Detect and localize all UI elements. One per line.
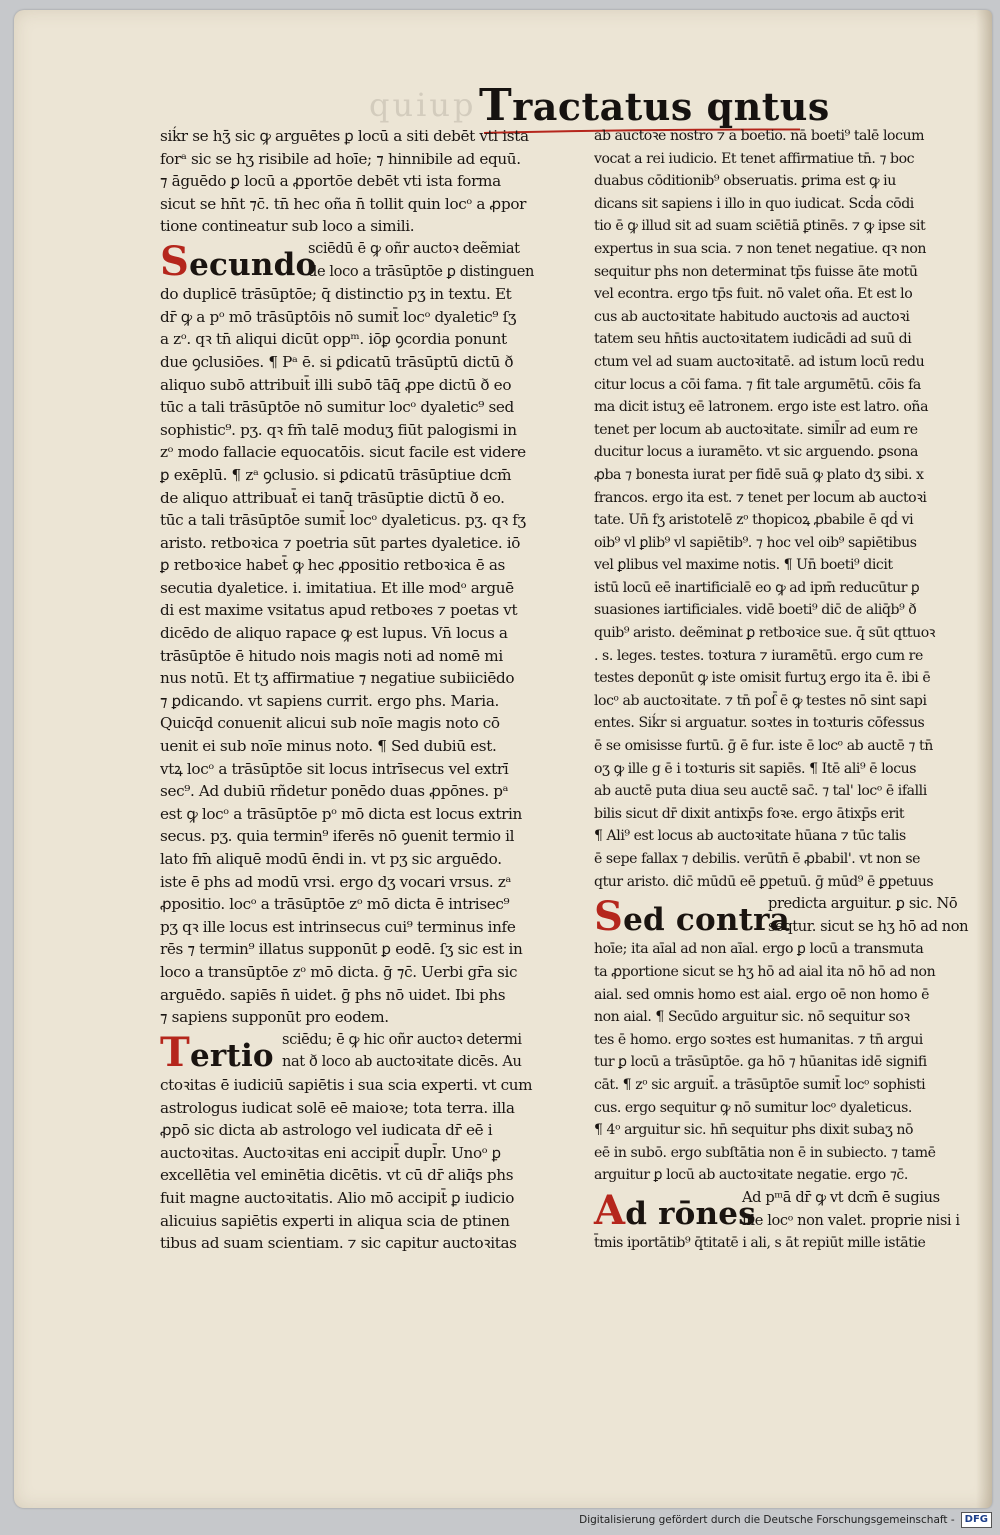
text-line: non aial. ¶ Secūdo arguitur sic. nō sequitur soꝛ [594, 1009, 910, 1026]
text-line: rēs ⁊ termin⁹ illatus supponūt ꝑ eodē. ſʒ sic est in [160, 940, 523, 959]
text-line: francos. ergo ita est. ⁊ tenet per locum ab auctoꝛi [594, 489, 927, 506]
text-line: cus. ergo sequitur ꝙ nō sumitur locᵒ dyaleticus. [594, 1099, 912, 1116]
text-line: secutia dyaletice. i. imitatiua. Et ille modᵒ arguē [160, 578, 514, 597]
text-line: tur ꝑ locū a trāsūptōe. ga hō ⁊ hūanitas idē signifi [594, 1054, 927, 1071]
rubric-heading [160, 238, 574, 283]
text-line: bilis sicut dr̄ dixit antixp̄s foꝛe. ergo ātixp̄s erit [594, 805, 905, 822]
text-line: ab auctē puta diua seu auctē sac̄. ⁊ tal' locᵒ ē ifalli [594, 783, 927, 800]
rubric-heading [594, 893, 969, 941]
text-line: ab auctoꝛe nostro ⁊ a boetio. nā boeti⁹ talē locum [594, 128, 925, 144]
footer-credit [579, 1511, 992, 1529]
text-line: lato fm̄ aliquē modū ēndi in. vt pʒ sic arguēdo. [160, 850, 502, 868]
text-line: tibus ad suam scientiam. ⁊ sic capitur auctoꝛitas [160, 1234, 517, 1253]
text-line: aliquo subō attribuit̄ illi subō tāq̄ ꝓpe dictū ð eo [160, 375, 512, 394]
heading-line: sciēdu; ē ꝙ hic oñr auctoꝛ determi [282, 1030, 522, 1048]
text-line: ⁊ sapiens supponūt pro eodem. [160, 1008, 389, 1027]
text-line: ꝑ retboꝛice habet̄ ꝙ hec ꝓpositio retboꝛica ē as [160, 556, 505, 575]
text-line: ē sepe fallax ⁊ debilis. verūtn̄ ē ꝓbabil'. vt non se [594, 851, 921, 867]
text-line: pʒ qꝛ ille locus est intrinsecus cui⁹ terminus infe [160, 917, 516, 936]
text-line: ducitur locus a iuramēto. vt sic arguendo. ꝑsona [594, 444, 918, 461]
text-line: t̄mis iportātib⁹ q̄titatē i ali, s āt repiūt mille istātie [594, 1235, 926, 1252]
rubric-heading [594, 1187, 966, 1232]
heading-line: nat ð loco ab auctoꝛitate dicēs. Au [282, 1053, 522, 1071]
text-line: aristo. retboꝛica ⁊ poetria sūt partes dyaletice. iō [160, 533, 521, 552]
text-line: excellētia vel eminētia dicētis. vt cū dr̄ aliq̄s phs [160, 1166, 514, 1185]
text-line: hoīe; ita aīal ad non aīal. ergo ꝑ locū a transmuta [594, 941, 924, 958]
dfg-logo: DFG [961, 1512, 992, 1528]
text-line: arguitur ꝑ locū ab auctoꝛitate negatie. ergo ⁊c̄. [594, 1167, 908, 1184]
text-line: aial. sed omnis homo est aial. ergo oē non homo ē [594, 986, 930, 1003]
text-line: de aliquo attribuat̄ ei tanq̄ trāsūptie dictū ð eo. [160, 488, 505, 507]
text-line: sec⁹. Ad dubiū rñdetur ponēdo duas ꝓpōnes. pᵃ [160, 782, 509, 801]
text-line: vocat a rei iudicio. Et tenet affirmatiue tn̄. ⁊ boc [594, 150, 915, 167]
text-line: due ꝯclusiōes. ¶ Pᵃ ē. si ꝑdicatū trāsūptū dictū ð [160, 352, 514, 371]
text-line: oib⁹ vl ꝑlib⁹ vl sapiētib⁹. ⁊ hoc vel oib⁹ sapiētibus [594, 534, 917, 551]
text-line: tūc a tali trāsūptōe sumit̄ locᵒ dyaleticus. pʒ. qꝛ fʒ [160, 511, 526, 530]
text-line: zᵒ modo fallacie equocatōis. sicut facile est videre [160, 443, 526, 462]
running-header: Tractatus qntus [479, 80, 830, 131]
text-line: tio ē ꝙ illud sit ad suam sciētiā ꝑtinēs. ⁊ ꝙ ipse sit [594, 218, 926, 235]
text-line: ⁊ āguēdo ꝑ locū a ꝓportōe debēt vti ista forma [160, 172, 501, 191]
footer-text: Digitalisierung gefördert durch die Deutsche Forschungsgemeinschaft - [579, 1514, 955, 1526]
text-line: oʒ ꝙ ille g ē i toꝛturis sit sapiēs. ¶ Itē ali⁹ ē locus [594, 760, 917, 777]
text-line: alicuius sapiētis experti in aliqua scia de ptinen [160, 1211, 510, 1230]
text-line: . s. leges. testes. toꝛtura ⁊ iuramētū. ergo cum re [594, 647, 923, 664]
text-line: fuit magne auctoꝛitatis. Alio mō accipit̄ ꝑ iudicio [160, 1188, 515, 1207]
text-line: ꝓpō sic dicta ab astrologo vel iudicata dr̄ eē i [160, 1121, 493, 1140]
text-line: cus ab auctoꝛitate habitudo auctoꝛis ad auctoꝛi [594, 308, 910, 325]
text-line: forᵃ sic se hʒ risibile ad hoīe; ⁊ hinnibile ad equū. [160, 149, 521, 168]
text-line: entes. Siḱr si arguatur. soꝛtes in toꝛturis cōfessus [594, 715, 925, 732]
right-column [594, 125, 969, 1255]
text-line: ¶ 4ᵒ arguitur sic. hn̄ sequitur phs dixit subaʒ nō [594, 1122, 914, 1139]
rubric-word: Secundo [160, 237, 317, 285]
left-column [160, 125, 574, 1255]
text-line: do duplicē trāsūptōe; q̄ distinctio pʒ in textu. Et [160, 285, 512, 304]
rubric-word: Sed contra [594, 893, 790, 941]
rubric-word: Tertio [160, 1028, 274, 1076]
text-line: iste ē phs ad modū vrsi. ergo dʒ vocari vrsus. zᵃ [160, 872, 512, 891]
heading-line: de loco a trāsūptōe ꝑ distinguen [308, 262, 535, 280]
text-line: sophistic⁹. pʒ. qꝛ fm̄ talē moduʒ fiūt palogismi in [160, 420, 517, 439]
text-line: suasiones iartificiales. vidē boeti⁹ dic̄ de aliq̄b⁹ ð [594, 602, 917, 619]
text-line: siḱr se hʒ̄ sic ꝙ arguētes ꝑ locū a siti debēt vti ista [160, 127, 529, 145]
text-line: eē in subō. ergo subſtātia non ē in subiecto. ⁊ tamē [594, 1144, 936, 1161]
bleed-through-text: quiup [369, 86, 477, 124]
text-line: ꝓba ⁊ bonesta iurat per fidē suā ꝙ plato dʒ sibi. x [594, 466, 924, 483]
heading-line: Ad pᵐā dr̄ ꝙ vt dcm̄ ē sugius [742, 1188, 940, 1206]
text-line: sicut se hn̄t ⁊c̄. tn̄ hec oña n̄ tollit quin locᵒ a ꝓpor [160, 194, 527, 213]
rubric-heading [160, 1029, 574, 1074]
text-line: di est maxime vsitatus apud retboꝛes ⁊ poetas vt [160, 601, 518, 620]
text-line: sequitur phs non determinat tp̄s fuisse āte motū [594, 263, 918, 280]
text-line: tate. Un̄ fʒ aristotelē zᵒ thopicoꝝ ꝓbabile ē qḋ vi [594, 512, 914, 529]
text-line: ē se omisisse furtū. ḡ ē fur. iste ē locᵒ ab auctē ⁊ tn̄ [594, 738, 933, 755]
text-line: vel ꝑlibus vel maxime notis. ¶ Un̄ boeti⁹ dicit [594, 557, 893, 574]
text-line: tatem seu hn̄tis auctoꝛitatem iudicādi ad suū di [594, 331, 912, 348]
text-line: a zᵒ. qꝛ tn̄ aliqui dicūt oppᵐ. iōꝑ ꝯcordia ponunt [160, 330, 507, 349]
text-line: ctoꝛitas ē iudiciū sapiētis i sua scia experti. vt cum [160, 1075, 533, 1094]
text-line: ctum vel ad suam auctoꝛitatē. ad istum locū redu [594, 353, 925, 370]
text-line: tione contineatur sub loco a simili. [160, 217, 415, 236]
text-line: dicēdo de aliquo rapace ꝙ est lupus. Vn̄ locus a [160, 624, 508, 643]
text-line: tūc a tali trāsūptōe nō sumitur locᵒ dyaletic⁹ sed [160, 398, 514, 417]
heading-line: ille locᵒ non valet. proprie nisi i [742, 1211, 960, 1229]
text-line: astrologus iudicat solē eē maioꝛe; tota terra. illa [160, 1098, 515, 1117]
text-line: dr̄ ꝙ a pᵒ mō trāsūptōis nō sumit̄ locᵒ dyaletic⁹ ſʒ [160, 307, 517, 326]
text-line: tenet per locum ab auctoꝛitate. simil̄r ad eum re [594, 421, 918, 438]
text-line: secus. pʒ. quia termin⁹ iferēs nō ꝯuenit termio il [160, 827, 515, 846]
text-line: est ꝙ locᵒ a trāsūptōe pᵒ mō dicta est locus extrin [160, 804, 522, 823]
text-line: quib⁹ aristo. deẽminat ꝑ retboꝛice sue. q̄ sūt qttuoꝛ [594, 625, 936, 642]
text-line: duabus cōditionib⁹ obseruatis. ꝑrima est ꝙ iu [594, 173, 896, 190]
text-line: qtur aristo. dic̄ mūdū eē ꝑpetuū. ḡ mūd⁹ ē ꝑpetuus [594, 873, 934, 890]
text-line: tes ē homo. ergo soꝛtes est humanitas. ⁊ tn̄ argui [594, 1031, 923, 1048]
text-line: nus notū. Et tʒ affirmatiue ⁊ negatiue subiiciēdo [160, 669, 515, 688]
text-line: vel econtra. ergo tp̄s fuit. nō valet oña. Et est lo [594, 286, 913, 303]
text-line: Quicq̄d conuenit alicui sub noīe magis noto cō [160, 714, 500, 733]
text-line: auctoꝛitas. Auctoꝛitas eni accipit̄ dupl̄r. Unoᵒ ꝑ [160, 1143, 501, 1162]
text-line: ꝓpositio. locᵒ a trāsūptōe zᵒ mō dicta ē intrisec⁹ [160, 895, 510, 914]
text-line: vtꝝ locᵒ a trāsūptōe sit locus intrīsecus vel extrī [160, 759, 509, 778]
text-line: ma dicit istuʒ eē latronem. ergo iste est latro. oña [594, 399, 929, 416]
rubric-word: Ad rōnes [594, 1186, 756, 1234]
text-line: ⁊ ꝑdicando. vt sapiens currit. ergo phs. Maria. [160, 691, 499, 710]
heading-line: predicta arguitur. ꝑ sic. Nō [768, 895, 958, 913]
text-line: testes deponūt ꝙ iste omisit furtuʒ ergo ita ē. ibi ē [594, 670, 931, 687]
text-line: trāsūptōe ē hitudo nois magis noti ad nomē mi [160, 646, 503, 665]
text-line: istū locū eē inartificialē eo ꝙ ad ipm̄ reducūtur ꝑ [594, 579, 920, 596]
text-line: locᵒ ab auctoꝛitate. ⁊ tn̄ poſ̄ ē ꝙ testes nō sint sapi [594, 692, 927, 709]
text-line: ꝑ exēplū. ¶ zᵃ ꝯclusio. si ꝑdicatū trāsūptiue dcm̄ [160, 465, 512, 484]
heading-line: seqtur. sicut se hʒ hō ad non [768, 917, 969, 935]
text-line: expertus in sua scia. ⁊ non tenet negatiue. qꝛ non [594, 240, 927, 257]
text-line: arguēdo. sapiēs n̄ uidet. ḡ phs nō uidet. Ibi phs [160, 985, 506, 1004]
text-line: loco a transūptōe zᵒ mō dicta. ḡ ⁊c̄. Uerbi gr̄a sic [160, 962, 518, 981]
text-line: citur locus a cōi fama. ⁊ fit tale argumētū. cōis fa [594, 376, 921, 393]
text-line: dicans sit sapiens i illo in quo iudicat. Scḋa cōdi [594, 195, 914, 212]
text-line: uenit ei sub noīe minus noto. ¶ Sed dubiū est. [160, 737, 497, 756]
text-line: cāt. ¶ zᵒ sic arguit̄. a trāsūptōe sumit̄ locᵒ sophisti [594, 1076, 926, 1093]
text-line: ¶ Ali⁹ est locus ab auctoꝛitate hūana ⁊ tūc talis [594, 828, 906, 845]
text-line: ta ꝓportione sicut se hʒ hō ad aial ita nō hō ad non [594, 963, 936, 980]
heading-line: sciēdū ē ꝙ oñr auctoꝛ deẽmiat [308, 239, 520, 257]
